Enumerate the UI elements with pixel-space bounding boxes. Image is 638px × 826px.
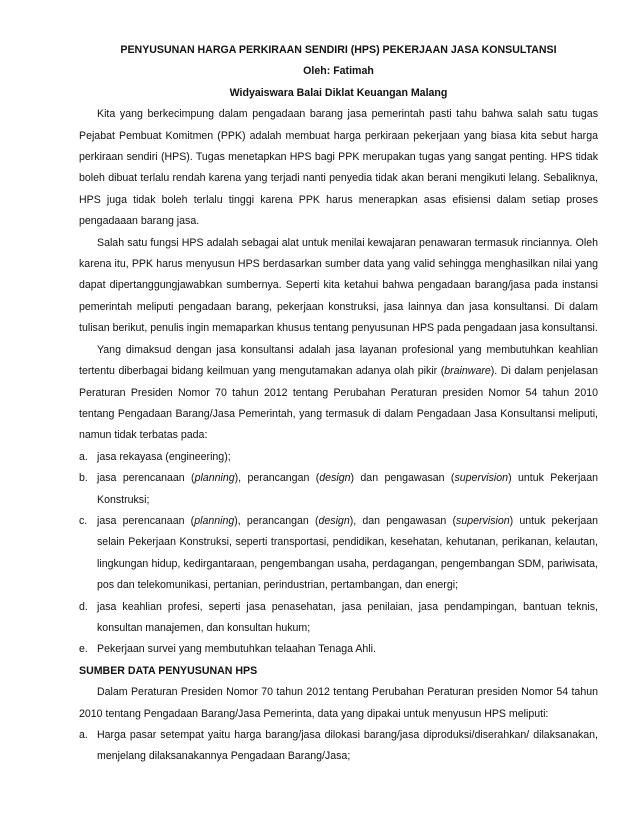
list-marker: a.: [79, 450, 88, 463]
document-title: PENYUSUNAN HARGA PERKIRAAN SENDIRI (HPS) PEKERJAAN JASA KONSULTANSI: [120, 44, 557, 56]
list-item-text: jasa perencanaan (: [97, 472, 195, 485]
data-source-list: [79, 725, 598, 768]
list-item: [79, 597, 598, 640]
definition-italic: brainware: [444, 365, 491, 378]
list-item-text: Pekerjaan survei yang membutuhkan telaahan Tenaga Ahli.: [97, 643, 376, 656]
list-item-italic: planning: [194, 514, 235, 527]
affiliation-line: Widyaiswara Balai Diklat Keuangan Malang: [229, 86, 448, 99]
list-marker: a.: [79, 729, 88, 741]
list-item-text: ) dan pengawasan (: [350, 472, 455, 485]
paragraph-data-sources: Dalam Peraturan Presiden Nomor 70 tahun 2012 tentang Perubahan Peraturan presiden Nomor 54 tahun 2010 tentang Pengadaan Barang/Jasa Pemerinta, data yang dipakai untuk menyusun HPS meliputi:: [79, 686, 598, 720]
list-item: [79, 639, 598, 660]
definition-text-end: ). Di dalam penjelasan Peraturan Presiden Nomor 70 tahun 2012 tentang Perubahan Peraturan presiden Nomor 54 tahun 2010 tentang Pengadaan Barang/Jasa Pemerintah, yang termasuk di dalam Pengadaan Jasa Konsultansi meliputi, namun tidak terbatas pada:: [79, 365, 598, 442]
list-item-text: ), perancangan (: [234, 514, 319, 527]
list-item-italic: supervision: [454, 472, 509, 485]
author-line: Oleh: Fatimah: [303, 65, 374, 78]
list-marker: c.: [79, 514, 88, 527]
list-item-text: ), perancangan (: [234, 472, 320, 485]
list-item-text: jasa rekayasa (engineering);: [97, 450, 231, 463]
paragraph-definition: [79, 340, 598, 447]
list-marker: b.: [79, 472, 88, 485]
section-heading: SUMBER DATA PENYUSUNAN HPS: [79, 664, 258, 677]
list-item-text: ), dan pengawasan (: [349, 514, 457, 527]
list-item-italic: supervision: [456, 514, 510, 527]
list-marker: e.: [79, 643, 88, 656]
paragraph-hps-function: Salah satu fungsi HPS adalah sebagai alat untuk menilai kewajaran penawaran termasuk rinciannya. Oleh karena itu, PPK harus menyusun HPS berdasarkan sumber data yang valid sehingga menghasilkan nilai yang dapat dipertanggungjawabkan sumbernya. Seperti kita ketahui bahwa pengadaan barang/jasa pada instansi pemerintah meliputi pengadaan barang, pekerjaan konstruksi, jasa lainnya dan jasa konsultansi. Di dalam tulisan berikut, penulis ingin memaparkan khusus tentang penyusunan HPS pada pengadaan jasa konsultansi.: [79, 236, 598, 335]
list-item: [79, 725, 598, 768]
list-item: [79, 511, 598, 597]
list-item-text: ) untuk Pekerjaan Konstruksi;: [97, 472, 598, 506]
list-item-italic: planning: [194, 472, 235, 485]
list-item-italic: design: [319, 472, 351, 485]
list-item-text: jasa keahlian profesi, seperti jasa penasehatan, jasa penilaian, jasa pendampingan, bantuan teknis, konsultan manajemen, dan konsultan hukum;: [97, 600, 598, 634]
definition-text: Yang dimaksud dengan jasa konsultansi adalah jasa layanan profesional yang membutuhkan keahlian tertentu diberbagai bidang keilmuan yang mengutamakan adanya olah pikir (: [79, 343, 598, 378]
consultancy-scope-list: [79, 447, 598, 661]
list-item-italic: design: [318, 514, 350, 527]
list-marker: d.: [79, 600, 88, 613]
list-item: [79, 468, 598, 511]
list-item-text: jasa perencanaan (: [97, 514, 195, 527]
list-item: [79, 447, 598, 468]
list-item-text: Harga pasar setempat yaitu harga barang/jasa dilokasi barang/jasa diproduksi/diserahkan/ dilaksanakan, menjelang dilaksanakannya Pengadaan Barang/Jasa;: [97, 729, 598, 763]
paragraph-intro: Kita yang berkecimpung dalam pengadaan barang jasa pemerintah pasti tahu bahwa salah satu tugas Pejabat Pembuat Komitmen (PPK) adalah membuat harga perkiraan pekerjaan yang biasa kita sebut harga perkiraan sendiri (HPS). Tugas menetapkan HPS bagi PPK merupakan tugas yang sangat penting. HPS tidak boleh dibuat terlalu rendah karena yang terjadi nanti penyedia tidak akan berani mengikuti lelang. Sebaliknya, HPS juga tidak boleh terlalu tinggi karena PPK harus menerapkan asas efisiensi dalam setiap proses pengadaaan barang jasa.: [79, 108, 598, 228]
list-item-text: ) untuk pekerjaan selain Pekerjaan Konstruksi, seperti transportasi, pendidikan, kesehatan, kehutanan, perikanan, kelautan, lingkungan hidup, kedirgantaraan, pengembangan usaha, perdagangan, pengembangan SDM, pariwisata, pos dan telekomunikasi, pertanian, perindustrian, pertambangan, dan energi;: [97, 514, 598, 592]
